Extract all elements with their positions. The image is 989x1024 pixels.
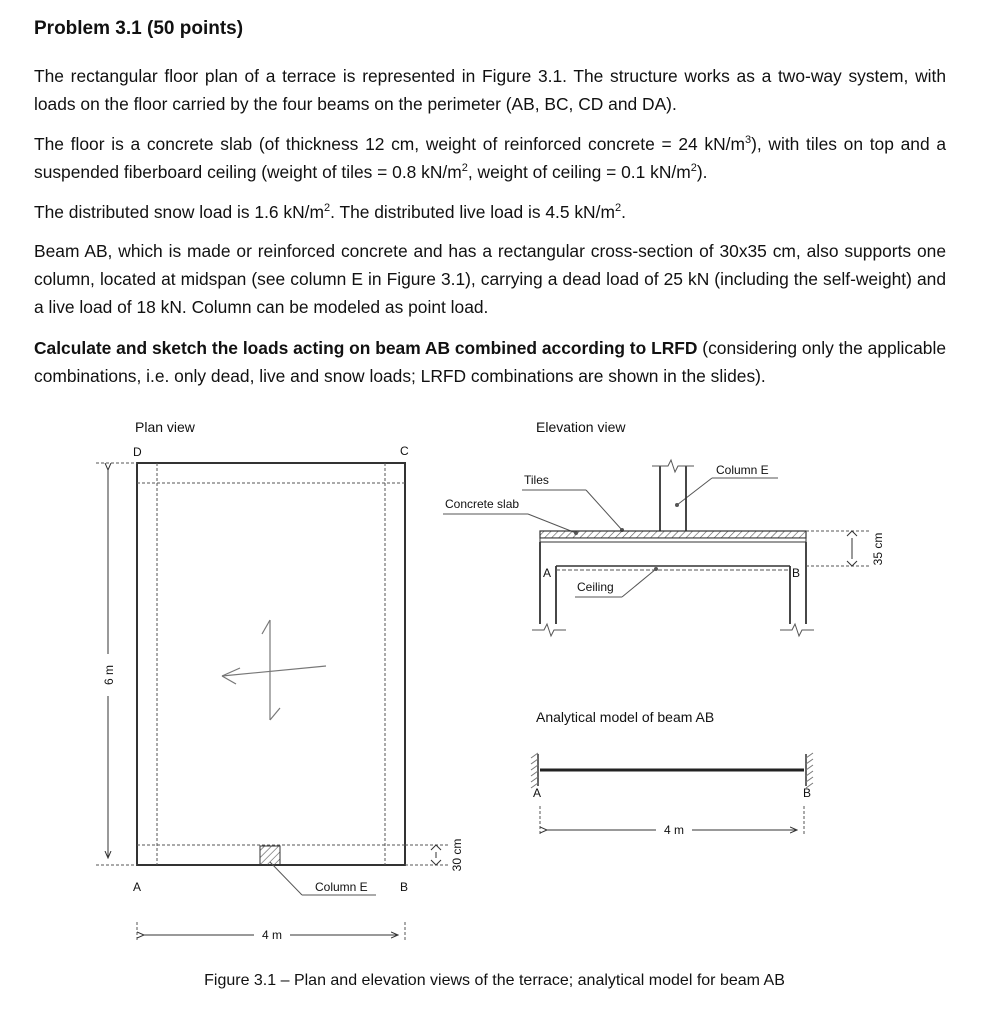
elev-label-a: A [543,566,552,580]
paragraph-floor-loads: The floor is a concrete slab (of thickness 12 cm, weight of reinforced concrete = 24 $kN/m^3$), with tiles on top and a suspended fiberboard ceiling (weight of tiles = 0.8 $kN/m^2$, weight of ceiling = 0.1 $kN/m^2$). [34,134,946,182]
elevation-view-title: Elevation view [536,419,626,435]
dim-35cm-label: 35 cm [871,532,885,566]
dim-span-label: 4 m [663,823,685,837]
plan-label-b: B [400,880,409,894]
ceiling-label: Ceiling [577,580,614,594]
plan-label-d: D [133,445,142,459]
plan-column-e-label: Column E [315,880,368,894]
analytical-model [531,709,813,837]
dim-4m-label: 4 m [261,928,283,942]
plan-view-title: Plan view [135,419,195,435]
ceiling-leader [622,569,656,597]
model-label-b: B [803,786,812,800]
ceiling-dot [654,567,658,571]
dim-30cm-label: 30 cm [450,838,464,872]
plan-view [96,419,464,942]
slab-leader [528,514,576,533]
slab-top [540,538,806,542]
tiles-layer [540,531,806,538]
model-label-a: A [533,786,542,800]
paragraph-structure: The rectangular floor plan of a terrace is represented in Figure 3.1. The structure works as a two-way system, with loads on the floor carried by the four beams on the perimeter (AB, BC, CD and DA). [34,66,946,114]
paragraph-snow-live: The distributed snow load is 1.6 $kN/m^2$. The distributed live load is 4.5 $kN/m^2$. [34,202,626,222]
elev-label-b: B [792,566,801,580]
paragraph-task: Calculate and sketch the loads acting on beam AB combined according to LRFD (considering only the applicable combinations, i.e. only dead, live and snow loads; LRFD combinations are shown in the slides). [34,338,946,386]
figure-caption: Figure 3.1 – Plan and elevation views of the terrace; analytical model for beam AB [204,972,785,989]
column-e-leader [270,862,302,895]
elev-column-e-leader [677,478,712,505]
dim-6m-label: 6 m [102,664,116,686]
paragraph-beam-column: Beam AB, which is made or reinforced concrete and has a rectangular cross-section of 30x35 cm, also supports one column, located at midspan (see column E in Figure 3.1), carrying a dead load of 25 kN (including the self-weight) and a live load of 18 kN. Column can be modeled as point load. [34,241,946,317]
problem-title: Problem 3.1 (50 points) [34,18,244,39]
elevation-view [443,419,885,636]
elev-column-e-dot [675,503,679,507]
plan-outline [137,463,405,865]
concrete-slab-label: Concrete slab [445,497,520,511]
analytical-model-title: Analytical model of beam AB [536,709,715,725]
column-break-icon [652,460,694,472]
tiles-leader [586,490,622,530]
plan-label-c: C [400,444,409,458]
left-column-break-icon [532,624,566,636]
plan-label-a: A [133,880,142,894]
fixed-support-b-icon [806,753,813,788]
two-way-symbol-icon [222,620,326,720]
tiles-label: Tiles [524,473,549,487]
fixed-support-a-icon [531,753,538,788]
right-column-break-icon [780,624,814,636]
elevation-column-e-label: Column E [716,463,769,477]
